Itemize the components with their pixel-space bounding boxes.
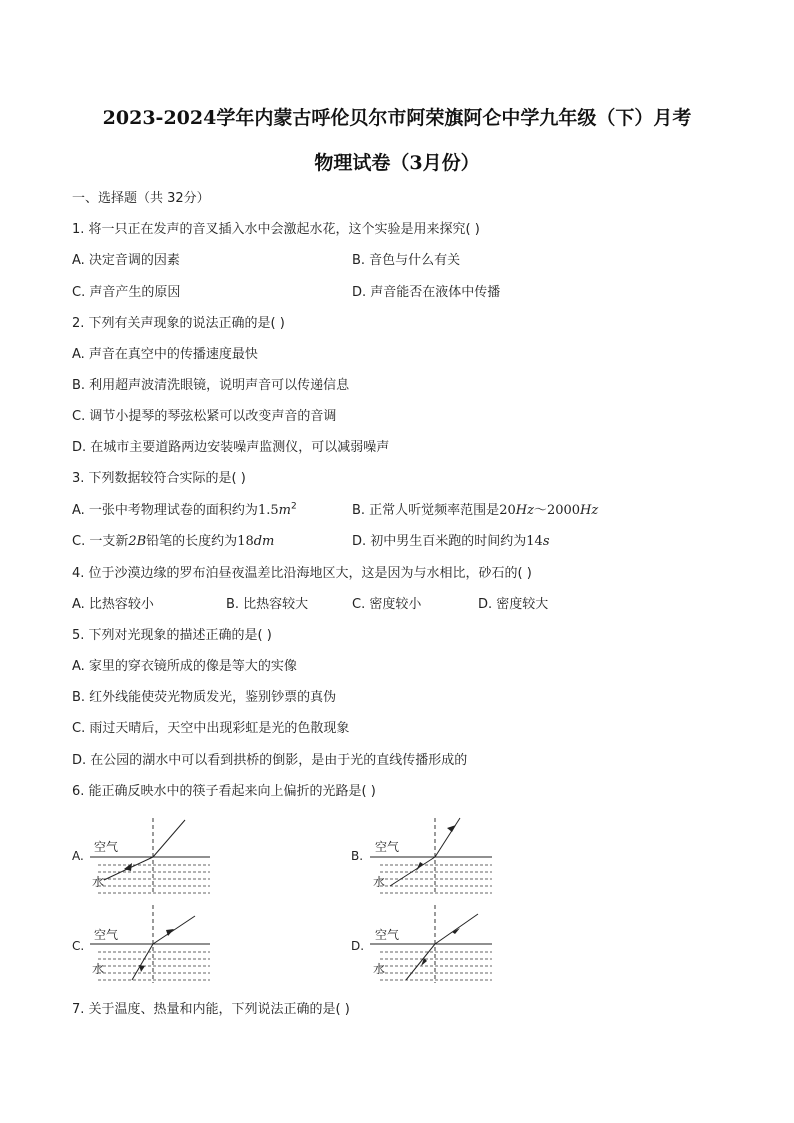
diagram-a <box>72 818 210 895</box>
diagram-d-ray-water <box>406 944 435 980</box>
diagram-c-water-hatch <box>98 952 210 980</box>
exam-title-line2: 物理试卷（3月份） <box>314 152 480 174</box>
diagram-c-air-label: 空气 <box>94 928 119 942</box>
question-6-stem: 6. 能正确反映水中的筷子看起来向上偏折的光路是( ) <box>72 784 376 799</box>
question-2-option-d: D. 在城市主要道路两边安装噪声监测仪，可以减弱噪声 <box>72 440 390 455</box>
diagram-a-water-label: 水 <box>92 875 105 889</box>
exam-title-line1: 2023-2024学年内蒙古呼伦贝尔市阿荣旗阿仑中学九年级（下）月考 <box>102 107 692 129</box>
diagram-c-water-label: 水 <box>92 962 105 976</box>
diagram-c-ray-water <box>132 944 153 980</box>
question-5-option-b: B. 红外线能使荧光物质发光，鉴别钞票的真伪 <box>72 690 337 705</box>
question-5-option-c: C. 雨过天晴后，天空中出现彩虹是光的色散现象 <box>72 721 350 736</box>
diagram-d-ray-air <box>435 914 478 944</box>
question-4-stem: 4. 位于沙漠边缘的罗布泊昼夜温差比沿海地区大，这是因为与水相比，砂石的( ) <box>72 566 532 581</box>
question-2-option-b: B. 利用超声波清洗眼镜，说明声音可以传递信息 <box>72 378 350 393</box>
question-4-option-b: B. 比热容较大 <box>226 597 309 612</box>
question-2-option-c: C. 调节小提琴的琴弦松紧可以改变声音的音调 <box>72 409 337 424</box>
diagram-a-water-hatch <box>98 865 210 893</box>
diagram-b-air-label: 空气 <box>375 840 400 854</box>
diagram-c-arrow-water-icon <box>139 965 145 972</box>
diagram-c-ray-air <box>153 916 195 944</box>
question-6-diagrams <box>0 810 794 1000</box>
diagram-b-arrow-water-icon <box>416 862 423 871</box>
question-4-option-a: A. 比热容较小 <box>72 597 154 612</box>
question-1-stem: 1. 将一只正在发声的音叉插入水中会激起水花，这个实验是用来探究( ) <box>72 222 480 237</box>
question-5-option-d: D. 在公园的湖水中可以看到拱桥的倒影，是由于光的直线传播形成的 <box>72 753 468 768</box>
diagram-d-water-hatch <box>380 952 492 980</box>
question-3-option-c: C. 一支新2B铅笔的长度约为18dm <box>72 534 275 549</box>
question-2-option-a: A. 声音在真空中的传播速度最快 <box>72 347 258 362</box>
diagram-b-label: B. <box>351 849 364 863</box>
diagram-d-air-label: 空气 <box>375 928 400 942</box>
question-1-option-d: D. 声音能否在液体中传播 <box>352 285 501 300</box>
question-4-option-d: D. 密度较大 <box>478 597 549 612</box>
diagram-a-air-label: 空气 <box>94 840 119 854</box>
diagram-b-ray-air <box>435 818 460 857</box>
diagram-c-label: C. <box>72 939 85 953</box>
diagram-b-water-hatch <box>380 865 492 893</box>
question-1-option-a: A. 决定音调的因素 <box>72 253 180 268</box>
question-4-option-c: C. 密度较小 <box>352 597 422 612</box>
question-5-option-a: A. 家里的穿衣镜所成的像是等大的实像 <box>72 659 297 674</box>
diagram-b-arrow-air-icon <box>447 825 456 832</box>
question-1-option-b: B. 音色与什么有关 <box>352 253 461 268</box>
diagram-d <box>351 905 492 983</box>
diagram-a-label: A. <box>72 849 84 863</box>
question-7-stem: 7. 关于温度、热量和内能，下列说法正确的是( ) <box>72 1002 350 1017</box>
question-3-option-b: B. 正常人听觉频率范围是20Hz～2000Hz <box>352 503 599 518</box>
diagram-d-water-label: 水 <box>373 962 386 976</box>
section-heading: 一、选择题（共 32分） <box>72 191 210 206</box>
question-5-stem: 5. 下列对光现象的描述正确的是( ) <box>72 628 272 643</box>
question-3-option-d: D. 初中男生百米跑的时间约为14s <box>352 534 550 549</box>
question-3-option-a: A. 一张中考物理试卷的面积约为$1.5m^2$ <box>72 501 297 518</box>
question-3-stem: 3. 下列数据较符合实际的是( ) <box>72 471 246 486</box>
diagram-a-ray-air <box>153 820 185 857</box>
diagram-b-water-label: 水 <box>373 875 386 889</box>
question-1-option-c: C. 声音产生的原因 <box>72 285 181 300</box>
diagram-b <box>351 818 492 895</box>
diagram-d-label: D. <box>351 939 365 953</box>
question-2-stem: 2. 下列有关声现象的说法正确的是( ) <box>72 316 285 331</box>
diagram-b-ray-water <box>390 857 435 886</box>
diagram-c <box>72 905 210 983</box>
